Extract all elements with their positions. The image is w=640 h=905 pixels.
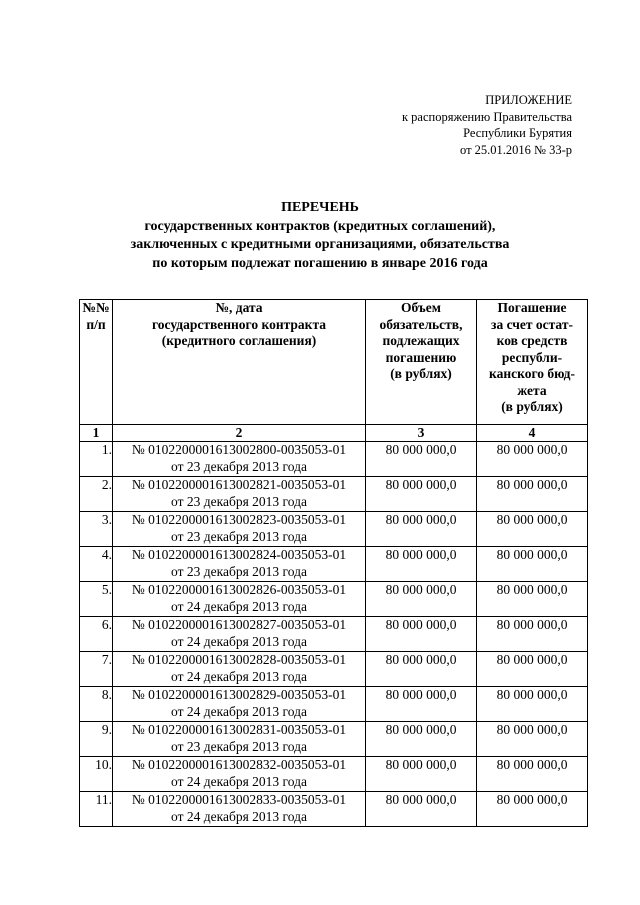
appendix-block	[402, 92, 572, 158]
table-row	[80, 617, 588, 652]
contract-cell	[113, 547, 366, 582]
contract-date: от 23 декабря 2013 года	[171, 528, 307, 544]
row-index: 11.	[80, 792, 113, 827]
contract-cell	[113, 617, 366, 652]
table-header-row	[80, 300, 588, 425]
contract-cell	[113, 652, 366, 687]
repayment-amount: 80 000 000,0	[477, 652, 588, 687]
header-index: №№ п/п	[80, 300, 113, 425]
obligation-amount: 80 000 000,0	[366, 442, 477, 477]
contract-cell	[113, 582, 366, 617]
contract-number: № 0102200001613002823-0035053-01	[131, 512, 347, 527]
title-heading: ПЕРЕЧЕНЬ	[281, 200, 359, 215]
contract-number: № 0102200001613002800-0035053-01	[131, 442, 347, 457]
repayment-amount: 80 000 000,0	[477, 547, 588, 582]
table-row	[80, 442, 588, 477]
contract-date: от 23 декабря 2013 года	[171, 738, 307, 754]
obligation-amount: 80 000 000,0	[366, 757, 477, 792]
repayment-amount: 80 000 000,0	[477, 477, 588, 512]
contract-date: от 24 декабря 2013 года	[171, 703, 307, 719]
repayment-amount: 80 000 000,0	[477, 512, 588, 547]
table-row	[80, 547, 588, 582]
row-index: 7.	[80, 652, 113, 687]
obligation-amount: 80 000 000,0	[366, 687, 477, 722]
table-row	[80, 687, 588, 722]
repayment-amount: 80 000 000,0	[477, 442, 588, 477]
contract-date: от 24 декабря 2013 года	[171, 633, 307, 649]
row-index: 6.	[80, 617, 113, 652]
row-index: 4.	[80, 547, 113, 582]
contract-date: от 24 декабря 2013 года	[171, 808, 307, 824]
title-line-3: по которым подлежат погашению в январе 2016 года	[152, 255, 488, 271]
contract-number: № 0102200001613002833-0035053-01	[131, 792, 347, 807]
row-index: 8.	[80, 687, 113, 722]
contract-date: от 24 декабря 2013 года	[171, 668, 307, 684]
column-number: 1	[80, 425, 113, 442]
contract-date: от 23 декабря 2013 года	[171, 563, 307, 579]
table-row	[80, 477, 588, 512]
column-number: 3	[366, 425, 477, 442]
row-index: 5.	[80, 582, 113, 617]
contract-number: № 0102200001613002827-0035053-01	[131, 617, 347, 632]
obligation-amount: 80 000 000,0	[366, 582, 477, 617]
contract-number: № 0102200001613002832-0035053-01	[131, 757, 347, 772]
contract-number: № 0102200001613002828-0035053-01	[131, 652, 347, 667]
contract-date: от 24 декабря 2013 года	[171, 773, 307, 789]
table-row	[80, 757, 588, 792]
obligation-amount: 80 000 000,0	[366, 477, 477, 512]
row-index: 9.	[80, 722, 113, 757]
repayment-amount: 80 000 000,0	[477, 792, 588, 827]
table-row	[80, 652, 588, 687]
contract-date: от 23 декабря 2013 года	[171, 458, 307, 474]
row-index: 1.	[80, 442, 113, 477]
appendix-order-ref: к распоряжению Правительства	[401, 109, 572, 124]
obligation-amount: 80 000 000,0	[366, 792, 477, 827]
obligation-amount: 80 000 000,0	[366, 617, 477, 652]
table-row	[80, 792, 588, 827]
obligation-amount: 80 000 000,0	[366, 722, 477, 757]
appendix-republic: Республики Бурятия	[463, 126, 572, 140]
contract-number: № 0102200001613002831-0035053-01	[131, 722, 347, 737]
title-line-2: заключенных с кредитными организациями, обязательства	[130, 237, 510, 252]
repayment-amount: 80 000 000,0	[477, 722, 588, 757]
document-title	[0, 199, 640, 273]
contract-cell	[113, 722, 366, 757]
obligation-amount: 80 000 000,0	[366, 547, 477, 582]
contract-number: № 0102200001613002826-0035053-01	[131, 582, 347, 597]
column-number: 4	[477, 425, 588, 442]
appendix-label: ПРИЛОЖЕНИЕ	[485, 93, 572, 107]
column-number: 2	[113, 425, 366, 442]
appendix-order-date: от 25.01.2016 № 33-р	[459, 142, 572, 157]
obligation-amount: 80 000 000,0	[366, 652, 477, 687]
row-index: 2.	[80, 477, 113, 512]
repayment-amount: 80 000 000,0	[477, 582, 588, 617]
header-contract: №, дата государственного контракта (кредитного соглашения)	[113, 300, 366, 425]
repayment-amount: 80 000 000,0	[477, 757, 588, 792]
contract-number: № 0102200001613002824-0035053-01	[131, 547, 347, 562]
header-obligation-amount: Объем обязательств, подлежащих погашению (в рублях)	[366, 300, 477, 425]
contract-cell	[113, 792, 366, 827]
contract-number: № 0102200001613002821-0035053-01	[131, 477, 347, 492]
repayment-amount: 80 000 000,0	[477, 687, 588, 722]
contracts-table	[79, 299, 588, 827]
header-repayment: Погашение за счет остат- ков средств республи- канского бюд- жета (в рублях)	[477, 300, 588, 425]
row-index: 3.	[80, 512, 113, 547]
repayment-amount: 80 000 000,0	[477, 617, 588, 652]
contract-cell	[113, 512, 366, 547]
column-number-row	[80, 425, 588, 442]
contract-date: от 23 декабря 2013 года	[171, 493, 307, 509]
contract-cell	[113, 477, 366, 512]
contract-cell	[113, 442, 366, 477]
contract-number: № 0102200001613002829-0035053-01	[131, 687, 347, 702]
obligation-amount: 80 000 000,0	[366, 512, 477, 547]
title-line-1: государственных контрактов (кредитных соглашений),	[144, 218, 496, 234]
contract-cell	[113, 757, 366, 792]
table-row	[80, 512, 588, 547]
contract-date: от 24 декабря 2013 года	[171, 598, 307, 614]
table-row	[80, 582, 588, 617]
table-row	[80, 722, 588, 757]
contract-cell	[113, 687, 366, 722]
row-index: 10.	[80, 757, 113, 792]
